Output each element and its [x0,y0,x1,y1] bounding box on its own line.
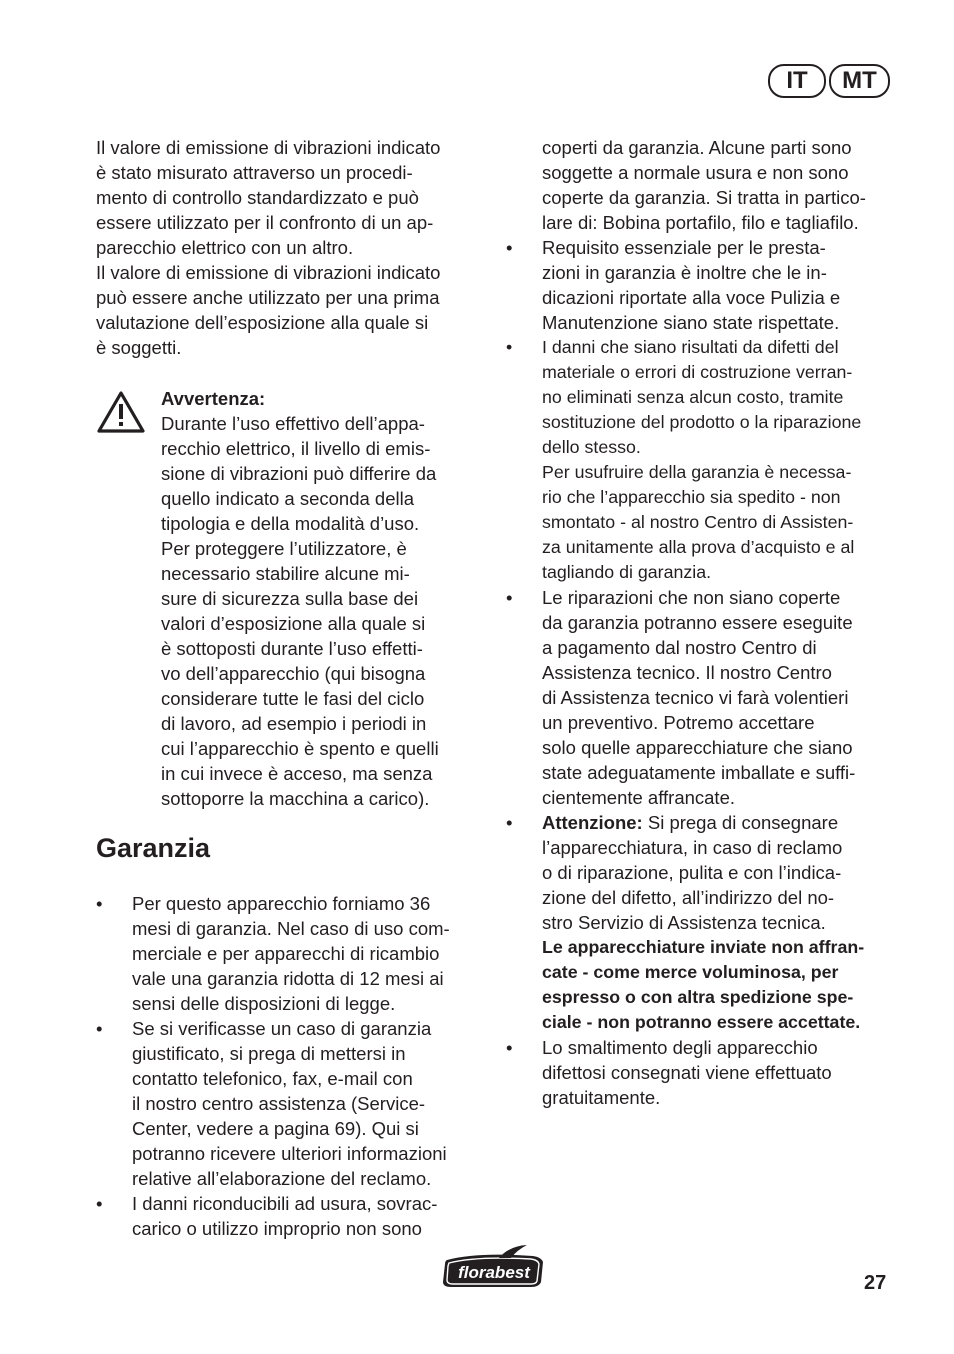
bullet-line: I danni riconducibili ad usura, sovrac- [132,1193,438,1214]
intro-line: mento di controllo standardizzato e può [96,187,419,208]
left-bullet-list [96,891,486,1241]
attention-rest: Si prega di consegnare [642,812,839,833]
bullet-line: Lo smaltimento degli apparecchio [542,1037,818,1058]
warning-title: Avvertenza: [161,388,266,409]
bullet-line: da garanzia potranno essere eseguite [542,612,853,633]
bullet-line: smontato - al nostro Centro di Assisten- [542,512,854,532]
bold-notice-line: ciale - non potranno essere accettate. [542,1012,861,1032]
warning-line: vo dell’apparecchio (qui bisogna [161,663,426,684]
bullet-line: solo quelle apparecchiature che siano [542,737,853,758]
intro-line: Il valore di emissione di vibrazioni indicato [96,137,441,158]
warning-line: Durante l’uso effettivo dell’appa- [161,413,425,434]
bullet-line: Assistenza tecnico. Il nostro Centro [542,662,832,683]
bullet-line: sostituzione del prodotto o la riparazione [542,412,862,432]
bullet-line: potranno ricevere ulteriori informazioni [132,1143,447,1164]
bullet-line: stro Servizio di Assistenza tecnica. [542,912,826,933]
list-item [96,1191,486,1241]
bullet-line [542,810,896,835]
bullet-marker: • [506,587,513,608]
continuation-paragraph [506,135,896,235]
warning-line: quello indicato a seconda della [161,488,415,509]
bullet-marker: • [506,237,513,258]
bullet-line: gratuitamente. [542,1087,661,1108]
warning-line: sure di sicurezza sulla base dei [161,588,419,609]
right-column [506,135,896,1110]
bullet-line: a pagamento dal nostro Centro di [542,637,817,658]
bullet-marker: • [96,1018,103,1039]
intro-line: può essere anche utilizzato per una prima [96,287,440,308]
bullet-line: state adeguatamente imballate e suffi- [542,762,856,783]
warning-line: valori d’esposizione alla quale si [161,613,426,634]
bullet-line: no eliminati senza alcun costo, tramite [542,387,844,407]
bullet-line: Le riparazioni che non siano coperte [542,587,841,608]
warning-line: considerare tutte le fasi del ciclo [161,688,425,709]
bullet-line: tagliando di garanzia. [542,562,712,582]
language-badge-it: IT [768,64,826,98]
bullet-line: il nostro centro assistenza (Service- [132,1093,426,1114]
bullet-line: o di riparazione, pulita e con l’indica- [542,862,842,883]
bullet-line: za unitamente alla prova d’acquisto e al [542,537,855,557]
bold-notice-line: Le apparecchiature inviate non affran- [542,937,865,957]
bullet-line: giustificato, si prega di mettersi in [132,1043,406,1064]
warning-line: recchio elettrico, il livello di emis- [161,438,431,459]
attention-label: Attenzione: [542,812,643,833]
list-item [506,335,896,585]
list-item [506,585,896,810]
bullet-line: rio che l’apparecchio sia spedito - non [542,487,841,507]
bullet-line: l’apparecchiatura, in caso di reclamo [542,837,843,858]
warning-block [96,386,486,811]
intro-paragraph [96,135,486,360]
logo-wordmark: florabest [458,1263,530,1282]
bullet-marker: • [96,1193,103,1214]
florabest-logo [437,1244,551,1290]
list-item [96,891,486,1016]
continuation-line: coperti da garanzia. Alcune parti sono [542,137,852,158]
language-badge-mt: MT [829,64,890,98]
list-item [96,1016,486,1191]
bullet-line: merciale e per apparecchi di ricambio [132,943,440,964]
bold-notice-line: espresso o con altra spedizione spe- [542,987,854,1007]
bullet-line: sensi delle disposizioni di legge. [132,993,396,1014]
bullet-line: mesi di garanzia. Nel caso di uso com- [132,918,450,939]
continuation-line: lare di: Bobina portafilo, filo e tagliafilo. [542,212,859,233]
bullet-line: Center, vedere a pagina 69). Qui si [132,1118,419,1139]
intro-line: Il valore di emissione di vibrazioni indicato [96,262,441,283]
warning-line: necessario stabilire alcune mi- [161,563,410,584]
warning-line: sione di vibrazioni può differire da [161,463,437,484]
bullet-line: Requisito essenziale per le presta- [542,237,826,258]
warning-line: Per proteggere l’utilizzatore, è [161,538,407,559]
bullet-line: relative all’elaborazione del reclamo. [132,1168,432,1189]
bullet-line: Manutenzione siano state rispettate. [542,312,840,333]
bullet-line: materiale o errori di costruzione verran- [542,362,853,382]
intro-line: è stato misurato attraverso un procedi- [96,162,413,183]
bullet-line: Per questo apparecchio forniamo 36 [132,893,431,914]
bullet-line: zione del difetto, all’indirizzo del no- [542,887,835,908]
warning-line: tipologia e della modalità d’uso. [161,513,420,534]
bullet-line: zioni in garanzia è inoltre che le in- [542,262,827,283]
warning-triangle-icon [96,390,146,434]
bullet-line: Per usufruire della garanzia è necessa- [542,462,852,482]
intro-line: essere utilizzato per il confronto di un ap- [96,212,434,233]
bullet-line: Se si verificasse un caso di garanzia [132,1018,432,1039]
bullet-marker: • [506,337,513,357]
warning-line: di lavoro, ad esempio i periodi in [161,713,427,734]
warning-line: è sottoposti durante l’uso effetti- [161,638,423,659]
warning-text [161,386,486,811]
intro-line: valutazione dell’esposizione alla quale si [96,312,429,333]
continuation-line: soggette a normale usura e non sono [542,162,849,183]
section-heading: Garanzia [96,833,211,863]
page-number: 27 [864,1272,887,1294]
bold-notice-line: cate - come merce voluminosa, per [542,962,839,982]
bullet-marker: • [506,1037,513,1058]
bullet-marker: • [506,812,513,833]
bullet-line: carico o utilizzo improprio non sono [132,1218,422,1239]
intro-line: parecchio elettrico con un altro. [96,237,354,258]
bullet-line: vale una garanzia ridotta di 12 mesi ai [132,968,444,989]
bullet-line: dicazioni riportate alla voce Pulizia e [542,287,841,308]
list-item [506,1035,896,1110]
warning-line: sottoporre la macchina a carico). [161,788,430,809]
continuation-line: coperte da garanzia. Si tratta in partico- [542,187,866,208]
bullet-line: I danni che siano risultati da difetti del [542,337,839,357]
bullet-line: contatto telefonico, fax, e-mail con [132,1068,413,1089]
right-bullet-list [506,235,896,1110]
list-item [506,810,896,1035]
bullet-line: di Assistenza tecnico vi farà volentieri [542,687,849,708]
warning-line: in cui invece è acceso, ma senza [161,763,433,784]
bullet-marker: • [96,893,103,914]
list-item [506,235,896,335]
bullet-line: dello stesso. [542,437,641,457]
bullet-line: cientemente affrancate. [542,787,736,808]
warning-line: cui l’apparecchio è spento e quelli [161,738,439,759]
bullet-line: un preventivo. Potremo accettare [542,712,815,733]
language-badges [768,64,890,98]
left-column [96,135,486,1241]
intro-line: è soggetti. [96,337,182,358]
bullet-line: difettosi consegnati viene effettuato [542,1062,832,1083]
